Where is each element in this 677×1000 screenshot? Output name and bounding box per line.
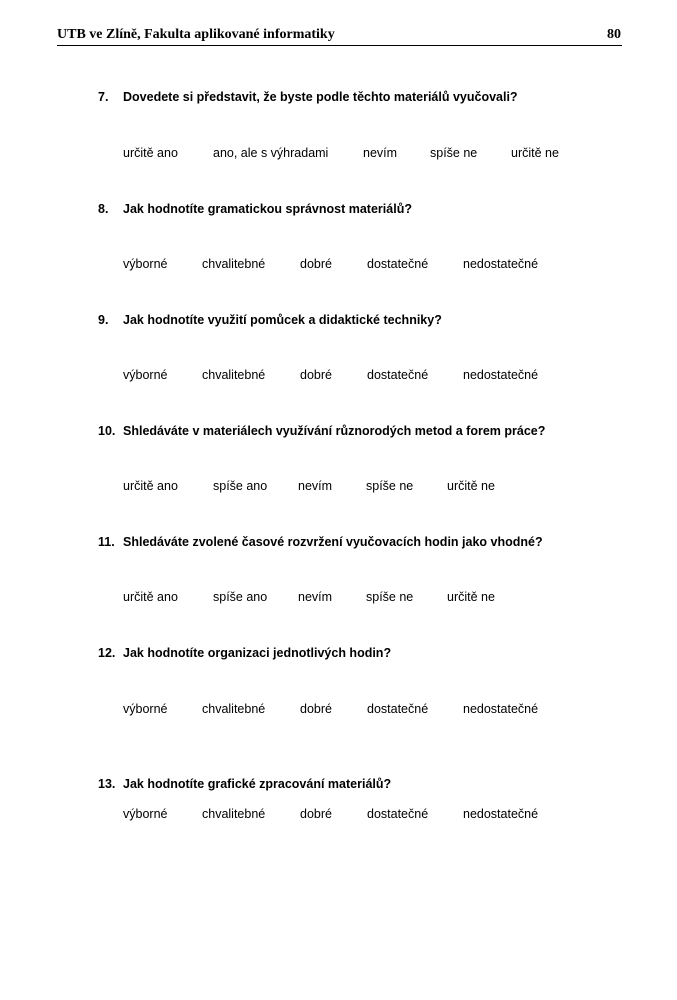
question-number: 9. xyxy=(98,313,109,327)
question-13 xyxy=(98,777,618,821)
answer-option: chvalitebné xyxy=(202,807,266,821)
answer-option: nevím xyxy=(298,590,333,604)
answer-option: chvalitebné xyxy=(202,702,266,716)
question-9 xyxy=(98,313,618,382)
answer-option: určitě ano xyxy=(123,590,178,604)
answer-option: nedostatečné xyxy=(463,368,539,382)
question-text: Dovedete si představit, že byste podle těchto materiálů vyučovali? xyxy=(123,90,518,104)
question-number: 7. xyxy=(98,90,109,104)
question-text: Jak hodnotíte využití pomůcek a didaktické techniky? xyxy=(123,313,442,327)
question-text: Jak hodnotíte organizaci jednotlivých hodin? xyxy=(123,646,392,660)
answer-option: určitě ne xyxy=(511,146,559,160)
answer-option: dobré xyxy=(300,702,332,716)
answer-option: nevím xyxy=(363,146,398,160)
page-number: 80 xyxy=(607,27,621,42)
question-number: 13. xyxy=(98,777,116,791)
header-title: UTB ve Zlíně, Fakulta aplikované informatiky xyxy=(57,27,335,42)
question-line xyxy=(98,90,618,106)
answer-option: dostatečné xyxy=(367,368,429,382)
answer-option: spíše ne xyxy=(366,479,414,493)
question-line xyxy=(98,424,618,440)
answer-option: spíše ne xyxy=(366,590,414,604)
answer-option: výborné xyxy=(123,368,168,382)
page-header xyxy=(57,26,622,46)
answer-option: spíše ano xyxy=(213,479,268,493)
question-line xyxy=(98,535,618,551)
answer-option: nedostatečné xyxy=(463,807,539,821)
answer-option: spíše ano xyxy=(213,590,268,604)
answer-option: nedostatečné xyxy=(463,702,539,716)
answer-option: určitě ne xyxy=(447,590,495,604)
answer-option: dostatečné xyxy=(367,702,429,716)
answer-option: dostatečné xyxy=(367,257,429,271)
answer-option: určitě ne xyxy=(447,479,495,493)
question-number: 11. xyxy=(98,535,115,549)
answer-option: nevím xyxy=(298,479,333,493)
answer-option: spíše ne xyxy=(430,146,478,160)
question-text: Shledáváte zvolené časové rozvržení vyučovacích hodin jako vhodné? xyxy=(123,535,543,549)
question-text: Jak hodnotíte grafické zpracování materiálů? xyxy=(123,777,392,791)
question-text: Jak hodnotíte gramatickou správnost materiálů? xyxy=(123,202,412,216)
answer-option: dobré xyxy=(300,257,332,271)
question-line xyxy=(98,313,618,329)
question-line xyxy=(98,202,618,218)
answer-option: ano, ale s výhradami xyxy=(213,146,329,160)
question-number: 8. xyxy=(98,202,109,216)
question-12 xyxy=(98,646,618,716)
answer-option: nedostatečné xyxy=(463,257,539,271)
question-number: 12. xyxy=(98,646,116,660)
answer-option: výborné xyxy=(123,257,168,271)
question-10 xyxy=(98,424,618,493)
question-number: 10. xyxy=(98,424,116,438)
answer-option: výborné xyxy=(123,807,168,821)
answer-option: chvalitebné xyxy=(202,368,266,382)
question-line xyxy=(98,646,618,662)
answer-option: dostatečné xyxy=(367,807,429,821)
answer-option: chvalitebné xyxy=(202,257,266,271)
answer-option: určitě ano xyxy=(123,146,178,160)
question-8 xyxy=(98,202,618,271)
question-text: Shledáváte v materiálech využívání různorodých metod a forem práce? xyxy=(123,424,546,438)
question-7 xyxy=(98,90,618,160)
question-line xyxy=(98,777,618,793)
answer-option: dobré xyxy=(300,807,332,821)
question-11 xyxy=(98,535,618,604)
answer-option: dobré xyxy=(300,368,332,382)
answer-option: výborné xyxy=(123,702,168,716)
answer-option: určitě ano xyxy=(123,479,178,493)
